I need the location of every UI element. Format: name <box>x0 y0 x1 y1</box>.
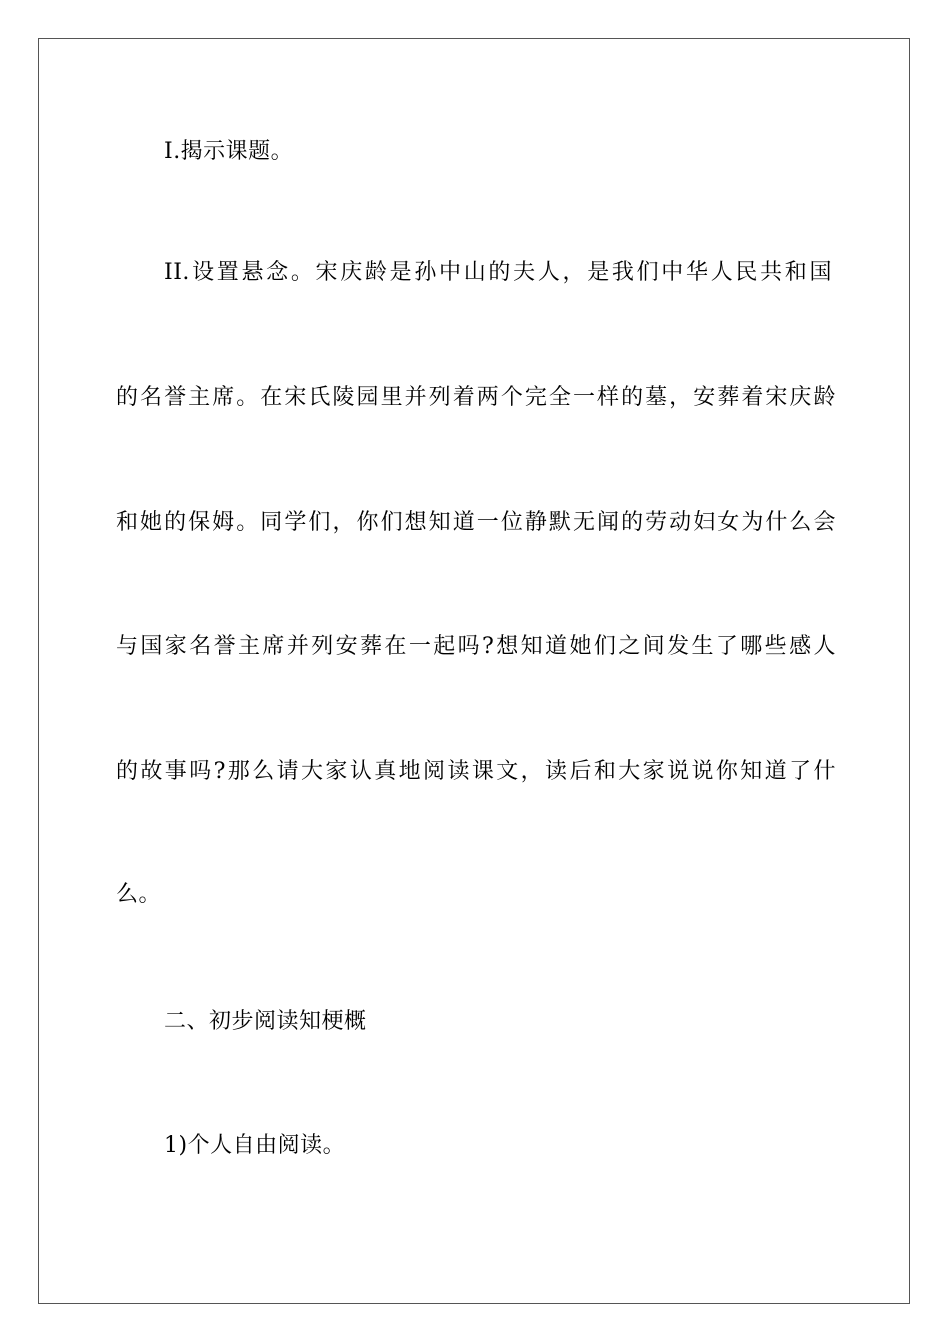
page-border <box>38 38 910 1304</box>
paragraph-line-7: 么。 <box>116 882 162 907</box>
paragraph-line-3: 的名誉主席。在宋氏陵园里并列着两个完全一样的墓，安葬着宋庆龄 <box>116 385 836 410</box>
paragraph-line-4: 和她的保姆。同学们，你们想知道一位静默无闻的劳动妇女为什么会 <box>116 510 836 535</box>
paragraph-line-5: 与国家名誉主席并列安葬在一起吗?想知道她们之间发生了哪些感人 <box>116 634 836 659</box>
paragraph-line-1: I.揭示课题。 <box>164 139 294 164</box>
paragraph-line-6: 的故事吗?那么请大家认真地阅读课文，读后和大家说说你知道了什 <box>116 759 836 784</box>
section-heading: 二、初步阅读知梗概 <box>164 1009 367 1034</box>
paragraph-line-2: II.设置悬念。宋庆龄是孙中山的夫人，是我们中华人民共和国 <box>164 260 832 285</box>
list-item: 1)个人自由阅读。 <box>164 1133 346 1158</box>
